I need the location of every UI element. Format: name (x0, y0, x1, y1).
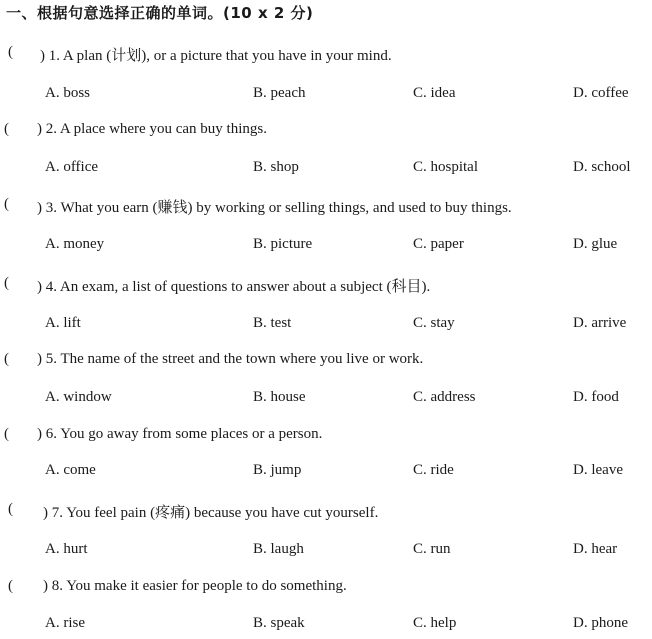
option-c: C. paper (413, 236, 464, 252)
option-c: C. help (413, 615, 457, 631)
option-d: D. phone (573, 615, 628, 631)
option-d: D. hear (573, 541, 618, 557)
question-8-options (0, 615, 652, 639)
option-a: A. money (45, 236, 105, 252)
question-6-options (0, 462, 652, 486)
question-text: ) 2. A place where you can buy things. (37, 121, 267, 137)
answer-blank-open-paren: ( (4, 121, 9, 137)
answer-blank-open-paren: ( (4, 426, 9, 442)
question-2-options (0, 159, 652, 183)
option-d: D. school (573, 159, 631, 175)
option-d: D. food (573, 389, 619, 405)
section-title: 一、根据句意选择正确的单词。(10 x 2 分) (6, 4, 314, 22)
option-a: A. come (45, 462, 96, 478)
option-a: A. hurt (45, 541, 88, 557)
question-1 (0, 44, 652, 68)
option-c: C. stay (413, 315, 455, 331)
question-7 (0, 501, 652, 525)
option-a: A. lift (45, 315, 81, 331)
option-b: B. house (253, 389, 306, 405)
option-d: D. arrive (573, 315, 627, 331)
question-3 (0, 196, 652, 220)
option-b: B. test (253, 315, 292, 331)
option-c: C. address (413, 389, 476, 405)
question-3-options (0, 236, 652, 260)
question-text: ) 6. You go away from some places or a person. (37, 426, 323, 442)
option-a: A. office (45, 159, 99, 175)
question-4 (0, 275, 652, 299)
question-5-options (0, 389, 652, 413)
answer-blank-open-paren: ( (8, 578, 13, 594)
answer-blank-open-paren: ( (8, 501, 13, 517)
option-c: C. idea (413, 85, 456, 101)
option-c: C. run (413, 541, 451, 557)
option-d: D. leave (573, 462, 623, 478)
option-c: C. ride (413, 462, 454, 478)
question-8 (0, 578, 652, 602)
option-b: B. laugh (253, 541, 304, 557)
question-text: ) 8. You make it easier for people to do something. (43, 578, 347, 594)
question-1-options (0, 85, 652, 109)
question-5 (0, 351, 652, 375)
option-d: D. coffee (573, 85, 629, 101)
question-2 (0, 121, 652, 145)
question-text: ) 3. What you earn (赚钱) by working or selling things, and used to buy things. (37, 200, 512, 216)
question-text: ) 4. An exam, a list of questions to answer about a subject (科目). (37, 279, 431, 295)
option-b: B. speak (253, 615, 305, 631)
option-a: A. rise (45, 615, 85, 631)
question-text: ) 5. The name of the street and the town where you live or work. (37, 351, 424, 367)
option-a: A. boss (45, 85, 91, 101)
option-d: D. glue (573, 236, 618, 252)
question-6 (0, 426, 652, 450)
question-text: ) 7. You feel pain (疼痛) because you have cut yourself. (43, 505, 379, 521)
question-4-options (0, 315, 652, 339)
option-a: A. window (45, 389, 112, 405)
answer-blank-open-paren: ( (8, 44, 13, 60)
answer-blank-open-paren: ( (4, 275, 9, 291)
option-b: B. shop (253, 159, 299, 175)
answer-blank-open-paren: ( (4, 196, 9, 212)
option-b: B. picture (253, 236, 313, 252)
option-b: B. jump (253, 462, 302, 478)
answer-blank-open-paren: ( (4, 351, 9, 367)
option-c: C. hospital (413, 159, 479, 175)
option-b: B. peach (253, 85, 306, 101)
question-7-options (0, 541, 652, 565)
question-text: ) 1. A plan (计划), or a picture that you have in your mind. (40, 48, 392, 64)
